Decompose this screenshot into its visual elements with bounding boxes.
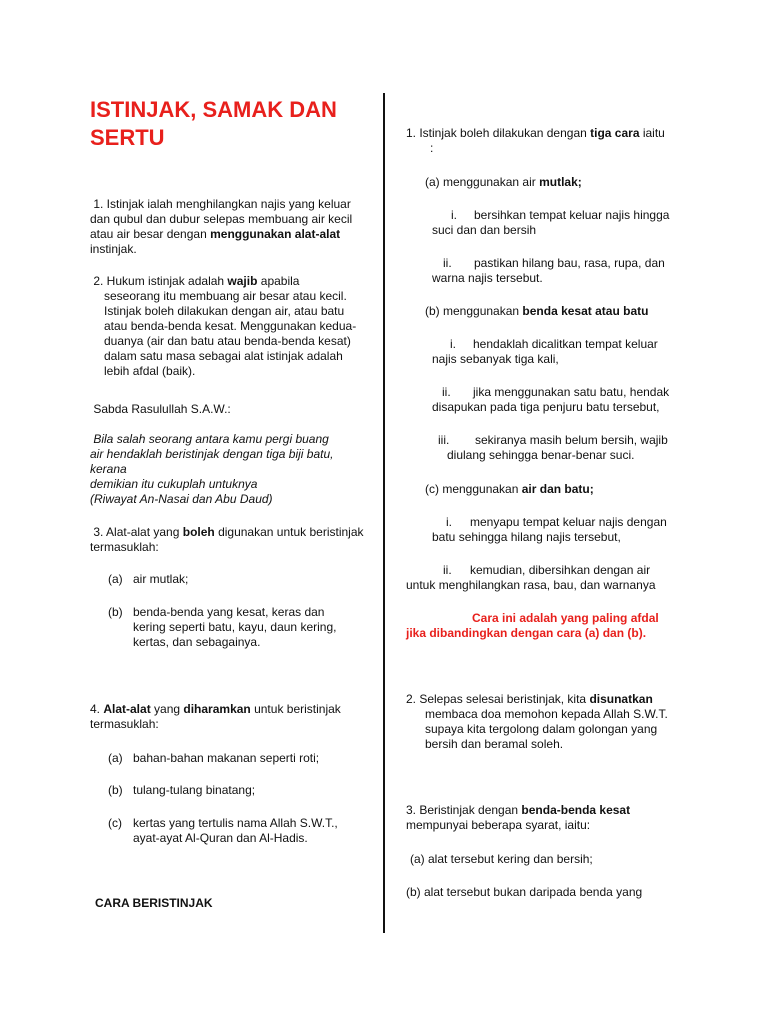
page-title: ISTINJAK, SAMAK DAN SERTU (90, 97, 337, 150)
section-heading: CARA BERISTINJAK (95, 896, 213, 910)
list-item: tulang-tulang binatang; (133, 783, 256, 797)
highlight-note-line2: jika dibandingkan dengan cara (a) dan (b). (406, 626, 647, 640)
list-mark: (a) (108, 751, 123, 765)
highlight-note-line1: Cara ini adalah yang paling afdal (472, 611, 659, 625)
step-text: sekiranya masih belum bersih, wajib (475, 433, 668, 447)
paragraph-3: 3. Alat-alat yang boleh digunakan untuk beristinjak termasuklah: (90, 525, 364, 554)
step-text: batu sehingga hilang najis tersebut, (432, 530, 621, 544)
list-mark: (c) (108, 816, 122, 830)
step-mark: i. (446, 515, 452, 529)
paragraph-2: 2. Hukum istinjak adalah wajib apabila seseorang itu membuang air besar atau kecil. Istinjak boleh dilakukan dengan air, atau batu atau benda-benda kesat. Menggunakan kedua-duanya (air dan batu atau benda-benda kesat) dalam satu masa sebagai alat istinjak adalah lebih afdal (baik). (93, 274, 357, 378)
step-mark: ii. (443, 256, 452, 270)
step-text: diulang sehingga benar-benar suci. (447, 448, 635, 462)
hadith-quote: Bila salah seorang antara kamu pergi buang air hendaklah beristinjak dengan tiga biji batu, kerana demikian itu cukuplah untuknya (Riwayat An-Nasai dan Abu Daud) (90, 432, 334, 506)
list-mark: (b) (108, 605, 123, 619)
step-mark: ii. (442, 385, 451, 399)
step-text: bersihkan tempat keluar najis hingga (474, 208, 670, 222)
paragraph-1: 1. Istinjak ialah menghilangkan najis yang keluar dan qubul dan dubur selepas membuang air kecil atau air besar dengan menggunakan alat-alat instinjak. (90, 197, 353, 256)
list-mark: (a) (108, 572, 123, 586)
method-c: (c) menggunakan air dan batu; (425, 482, 594, 496)
step-text: jika menggunakan satu batu, hendak (473, 385, 670, 399)
sabda-label: Sabda Rasulullah S.A.W.: (93, 402, 231, 416)
list-item: air mutlak; (133, 572, 189, 586)
step-mark: i. (450, 337, 456, 351)
list-item: benda-benda yang kesat, keras dan kering seperti batu, kayu, daun kering, kertas, dan sebagainya. (133, 605, 337, 649)
list-item: kertas yang tertulis nama Allah S.W.T., ayat-ayat Al-Quran dan Al-Hadis. (133, 816, 338, 845)
step-text: hendaklah dicalitkan tempat keluar (473, 337, 658, 351)
method-b: (b) menggunakan benda kesat atau batu (425, 304, 649, 318)
step-mark: i. (451, 208, 457, 222)
condition-b: (b) alat tersebut bukan daripada benda yang (406, 885, 643, 899)
step-mark: ii. (443, 563, 452, 577)
step-text: menyapu tempat keluar najis dengan (470, 515, 667, 529)
step-text: kemudian, dibersihkan dengan air (470, 563, 651, 577)
step-text: suci dan dan bersih (432, 223, 537, 237)
right-item-3: 3. Beristinjak dengan benda-benda kesat mempunyai beberapa syarat, iaitu: (406, 803, 631, 832)
right-item-2: 2. Selepas selesai beristinjak, kita disunatkan membaca doa memohon kepada Allah S.W.T. supaya kita tergolong dalam golongan yang bersih dan beramal soleh. (406, 692, 668, 751)
list-item: bahan-bahan makanan seperti roti; (133, 751, 320, 765)
column-divider (383, 93, 385, 933)
step-mark: iii. (438, 433, 450, 447)
step-text: pastikan hilang bau, rasa, rupa, dan (474, 256, 665, 270)
list-mark: (b) (108, 783, 123, 797)
paragraph-4: 4. Alat-alat yang diharamkan untuk beristinjak termasuklah: (90, 702, 341, 731)
step-text: najis sebanyak tiga kali, (432, 352, 559, 366)
step-text: warna najis tersebut. (432, 271, 543, 285)
method-a: (a) menggunakan air mutlak; (425, 175, 582, 189)
right-item-1: 1. Istinjak boleh dilakukan dengan tiga cara iaitu : (406, 126, 665, 155)
condition-a: (a) alat tersebut kering dan bersih; (410, 852, 593, 866)
step-text: untuk menghilangkan rasa, bau, dan warnanya (406, 578, 656, 592)
step-text: disapukan pada tiga penjuru batu tersebut, (432, 400, 660, 414)
